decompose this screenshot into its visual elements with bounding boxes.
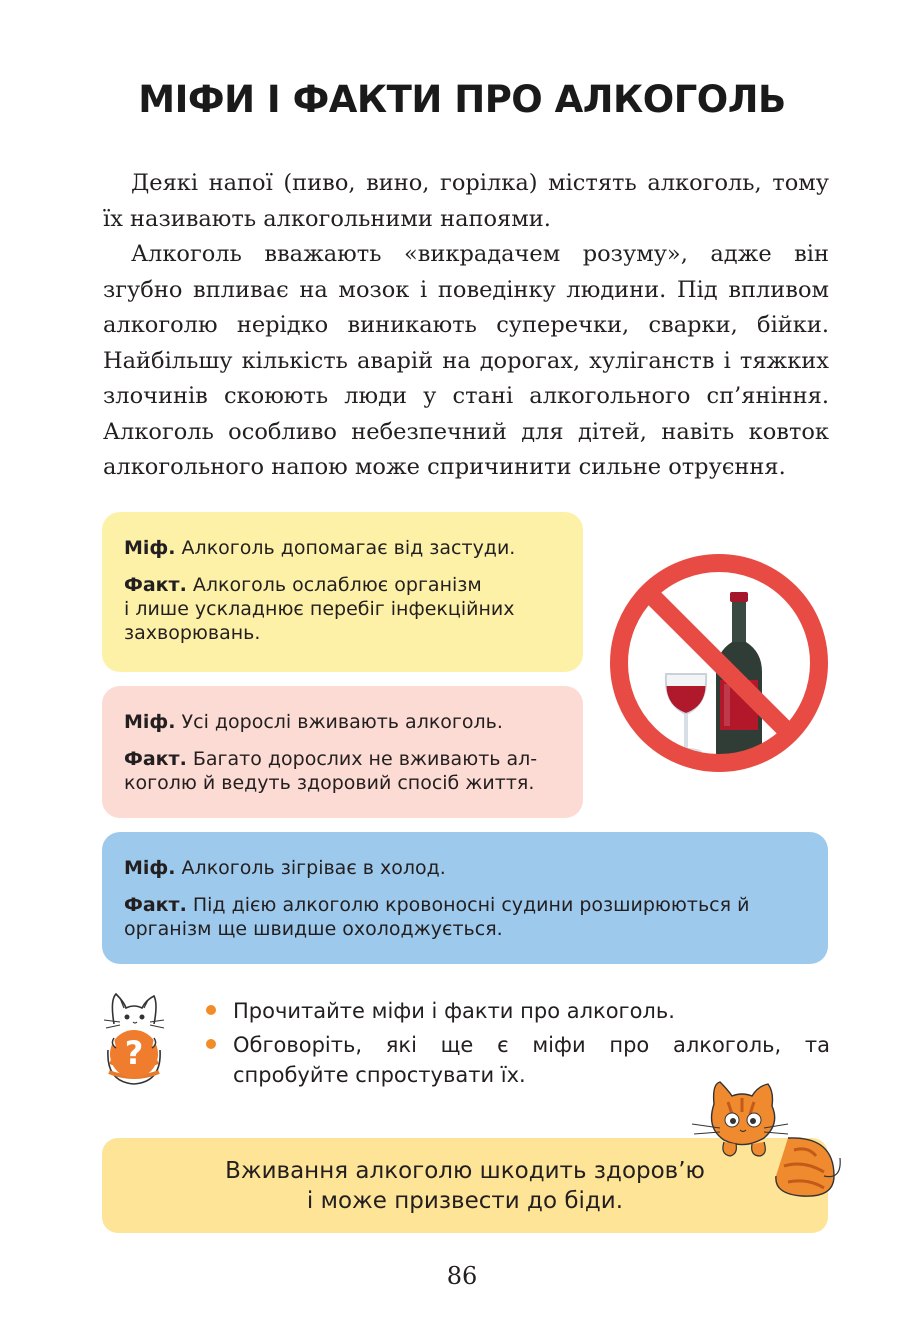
question-cat-icon <box>100 990 168 1090</box>
fact-text: і лише ускладнює перебіг інфекційних <box>124 598 515 620</box>
myth-fact-card <box>102 832 828 964</box>
myth-label: Міф. <box>124 711 176 733</box>
conclusion-line: і може призвести до біди. <box>306 1188 624 1214</box>
bullet-icon <box>206 1039 216 1049</box>
intro-paragraph: Алкоголь вважають «викрадачем розуму», адже він згубно впливає на мозок і поведінку людини. Під впливом алкоголю нерідко виникають суперечки, сварки, бійки. Найбільшу кількість аварій на дорогах, хуліганств і тяжких злочинів скоюють люди у стані алкогольного сп’яніння. Алкоголь особливо небезпечний для дітей, навіть ковток алкогольного напою може спричинити сильне отруєння. <box>103 241 829 480</box>
svg-text:?: ? <box>124 1034 144 1072</box>
list-item <box>206 996 830 1026</box>
fact-text: захворювань. <box>124 622 261 644</box>
myth-line <box>124 536 561 560</box>
myth-fact-card <box>102 686 583 818</box>
fact-text: організм ще швидше охолоджується. <box>124 918 503 940</box>
bullet-icon <box>206 1005 216 1015</box>
task-text: Прочитайте міфи і факти про алкоголь. <box>233 999 675 1023</box>
myth-label: Міф. <box>124 857 176 879</box>
myth-line <box>124 856 806 880</box>
intro-paragraph: Деякі напої (пиво, вино, горілка) містять алкоголь, тому їх називають алкогольними напоями. <box>103 170 829 232</box>
fact-line <box>124 747 561 771</box>
task-text: Обговоріть, які ще є міфи про алкоголь, та спробуйте спростувати їх. <box>233 1033 830 1087</box>
fact-text: коголю й ведуть здоровий спосіб життя. <box>124 772 535 794</box>
page-number: 86 <box>446 1262 478 1290</box>
fact-label: Факт. <box>124 894 187 916</box>
conclusion-line: Вживання алкоголю шкодить здоров’ю <box>225 1158 705 1184</box>
myth-line <box>124 710 561 734</box>
myth-fact-card <box>102 512 583 672</box>
myth-text: Алкоголь допомагає від застуди. <box>181 537 516 559</box>
fact-text: Багато дорослих не вживають ал- <box>192 748 538 770</box>
myth-label: Міф. <box>124 537 176 559</box>
myth-text: Усі дорослі вживають алкоголь. <box>181 711 503 733</box>
no-alcohol-sign-icon <box>608 552 830 774</box>
orange-cat-icon <box>684 1080 844 1200</box>
fact-line <box>124 573 561 597</box>
fact-line <box>124 893 806 917</box>
fact-text: Під дією алкоголю кровоносні судини розширюються й <box>192 894 750 916</box>
fact-text: Алкоголь ослаблює організм <box>192 574 482 596</box>
fact-label: Факт. <box>124 748 187 770</box>
intro-text <box>103 166 829 486</box>
page-title: МІФИ І ФАКТИ ПРО АЛКОГОЛЬ <box>138 78 786 121</box>
fact-label: Факт. <box>124 574 187 596</box>
myth-text: Алкоголь зігріває в холод. <box>181 857 446 879</box>
